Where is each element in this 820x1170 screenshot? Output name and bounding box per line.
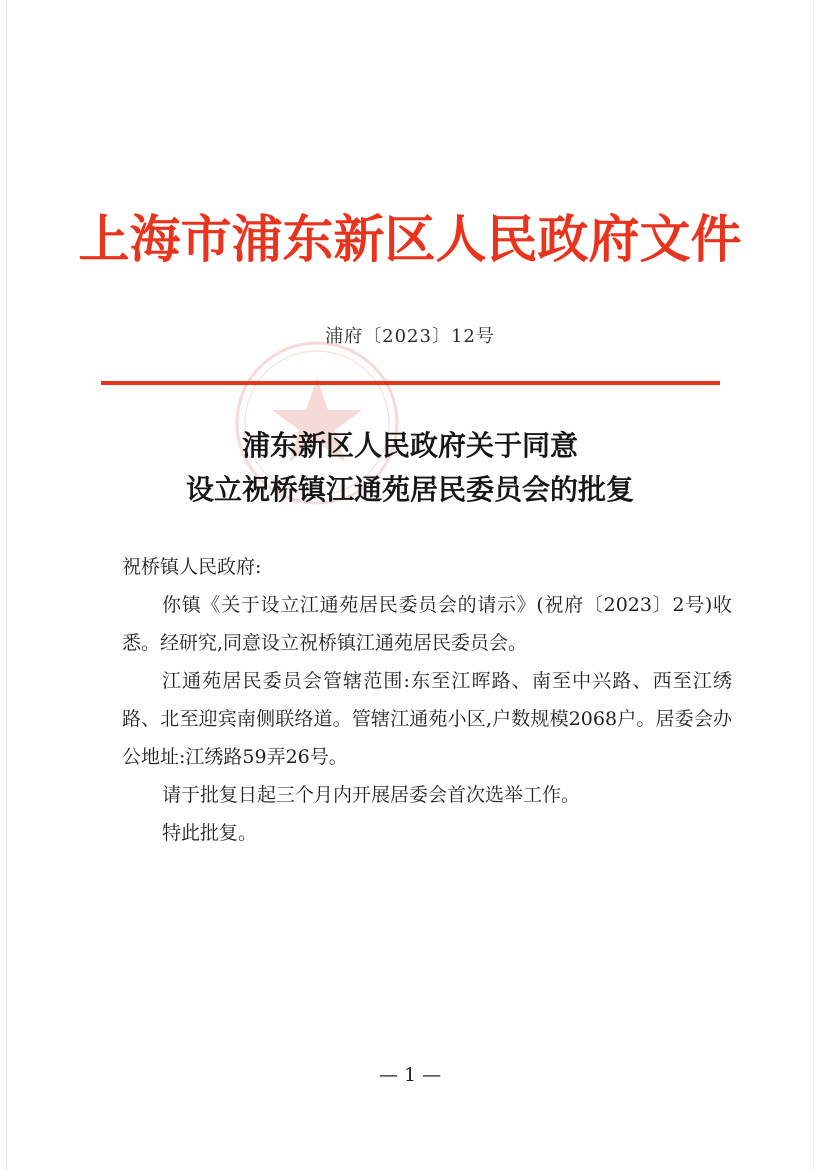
body-paragraph-4: 特此批复。	[162, 822, 258, 844]
red-divider-line	[101, 381, 720, 385]
masthead-title: 上海市浦东新区人民政府文件	[78, 210, 742, 270]
body-paragraph-2: 江通苑居民委员会管辖范围:东至江晖路、南至中兴路、西至江绣路、北至迎宾南侧联络道。管辖江通苑小区,户数规模2068户。居委会办公地址:江绣路59弄26号。	[122, 670, 732, 768]
document-title-line-2: 设立祝桥镇江通苑居民委员会的批复	[185, 473, 634, 506]
scan-edge-left	[6, 0, 7, 1170]
document-number: 浦府〔2023〕12号	[325, 326, 495, 347]
salutation: 祝桥镇人民政府:	[122, 556, 262, 578]
body-paragraph-1: 你镇《关于设立江通苑居民委员会的请示》(祝府〔2023〕2号)收悉。经研究,同意设立祝桥镇江通苑居民委员会。	[122, 594, 732, 654]
body-paragraph-3: 请于批复日起三个月内开展居委会首次选举工作。	[162, 784, 581, 806]
scan-edge-right	[813, 0, 814, 1170]
document-title-line-1: 浦东新区人民政府关于同意	[241, 429, 578, 462]
page-number: — 1 —	[378, 1064, 442, 1086]
document-title	[0, 424, 820, 512]
document-body	[122, 548, 732, 852]
